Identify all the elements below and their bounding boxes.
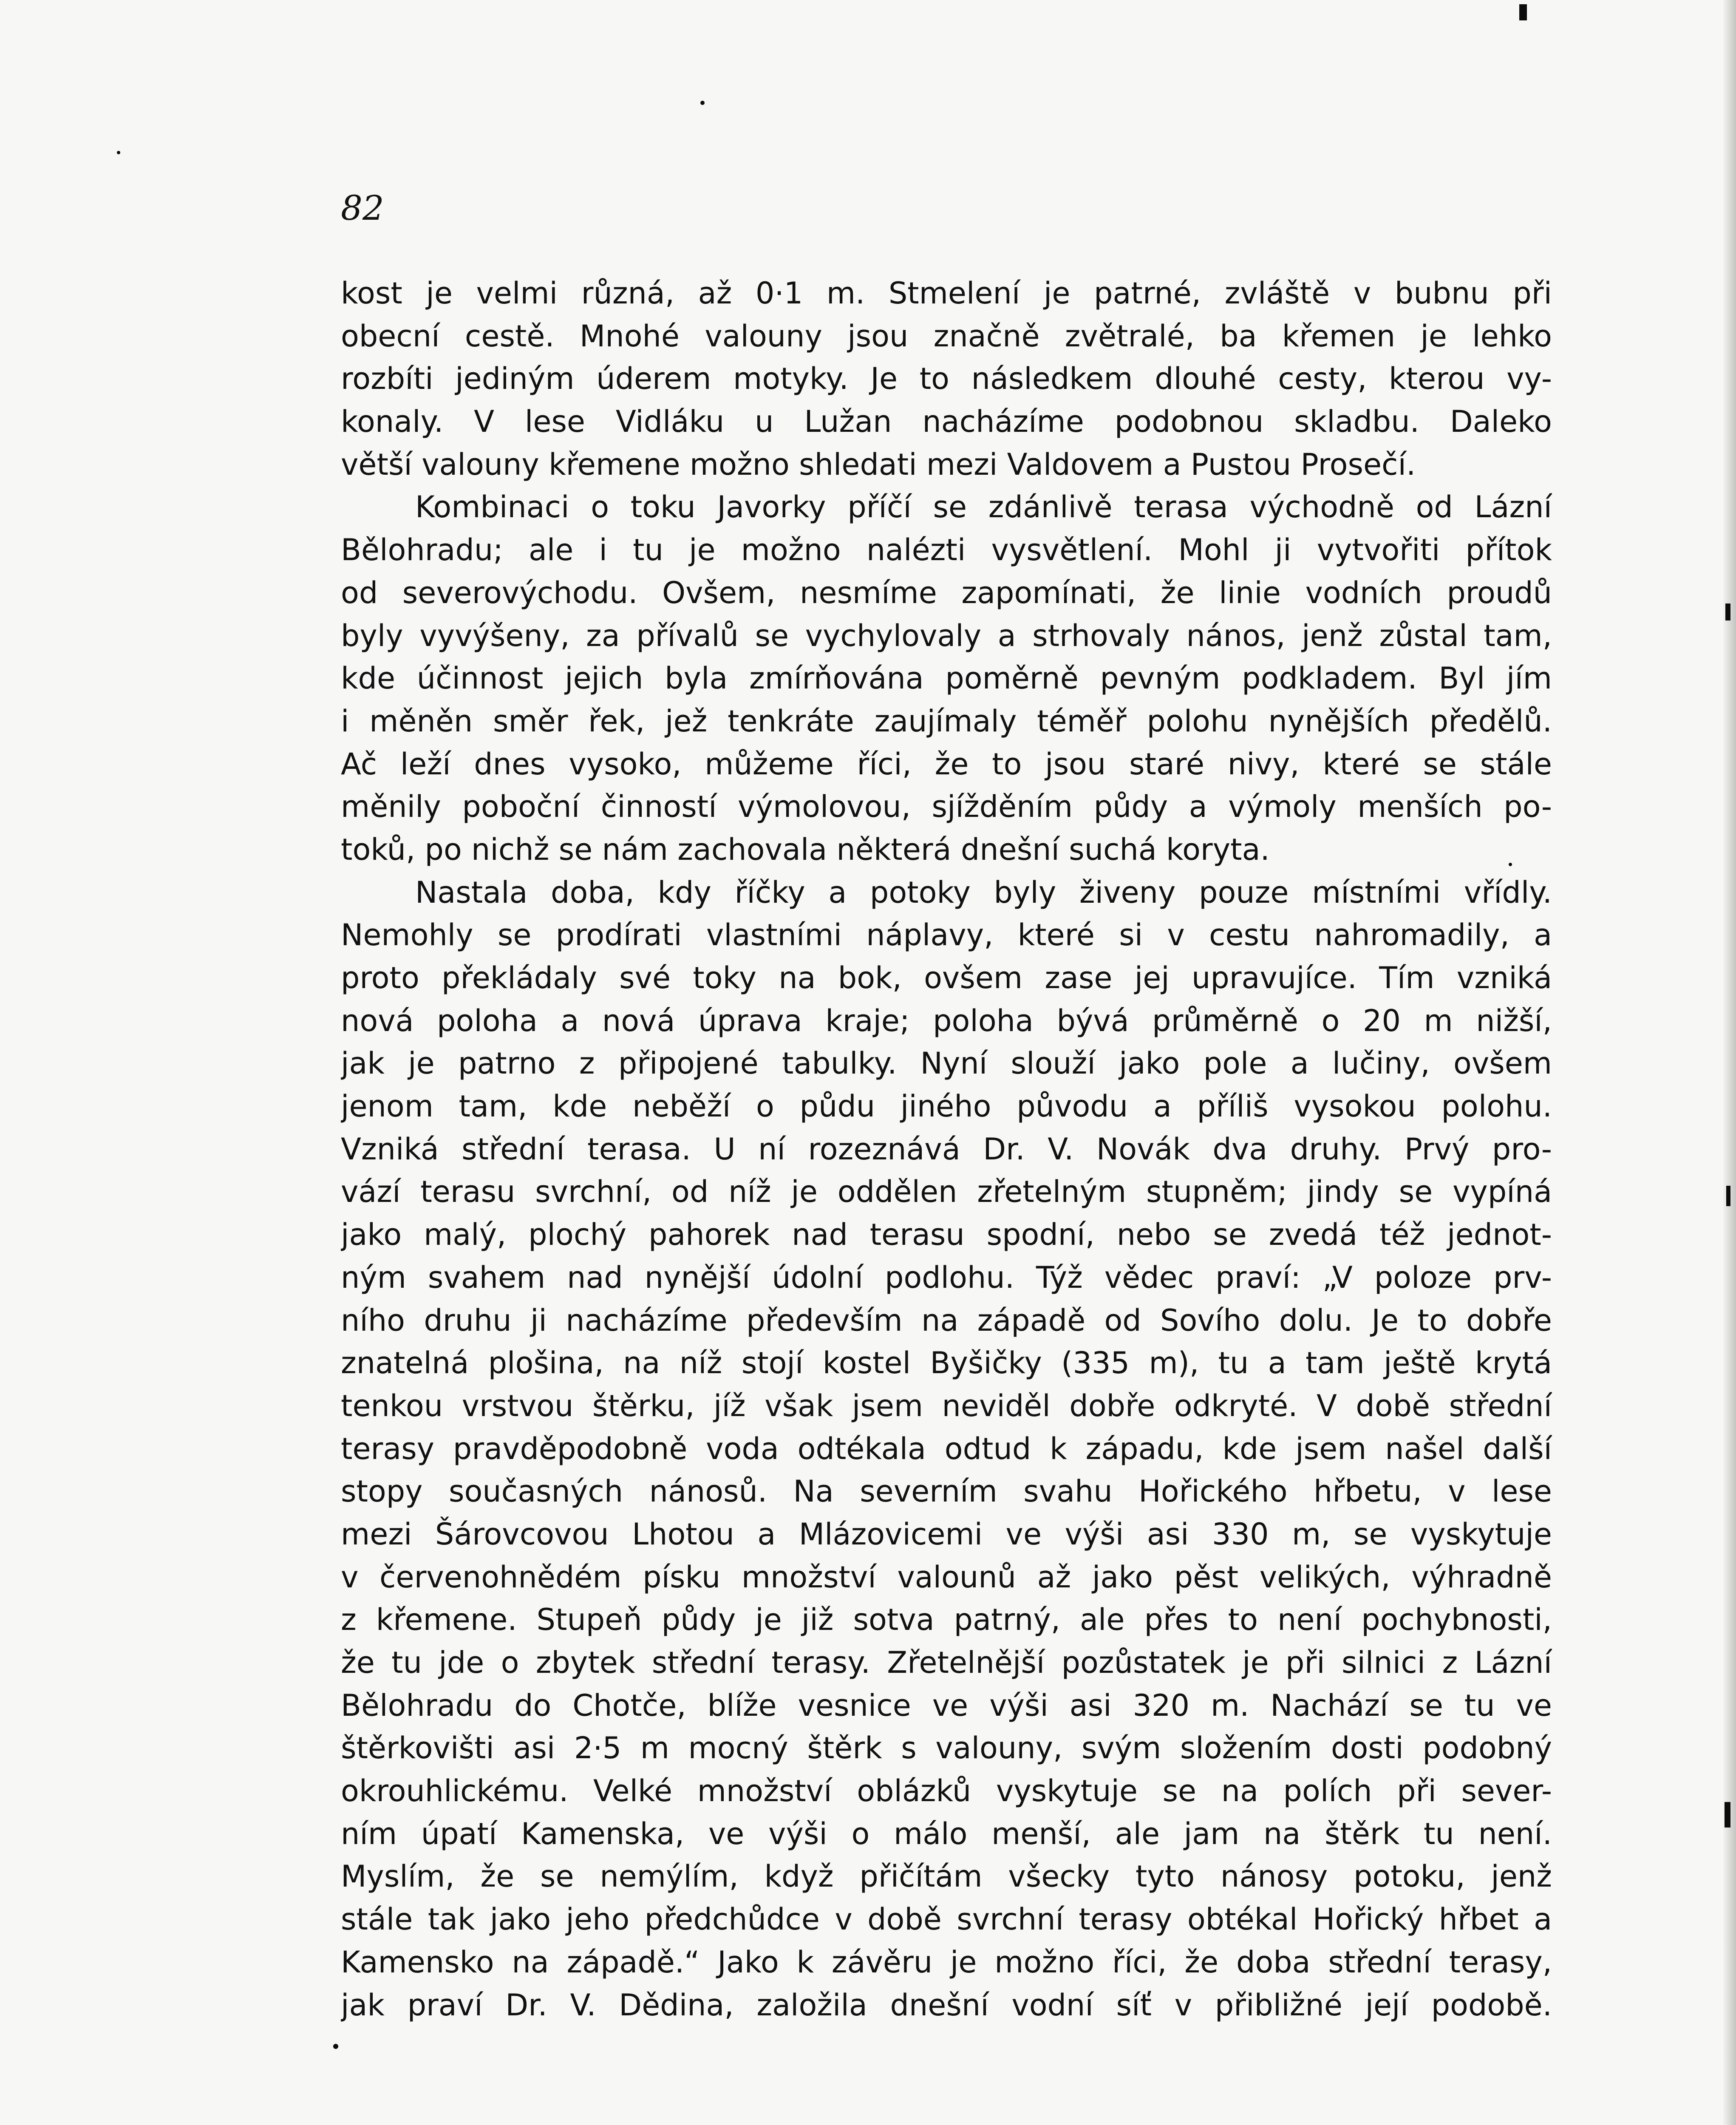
text-line: že tu jde o zbytek střední terasy. Zřetelnější pozůstatek je při silnici z Lázní: [341, 1645, 1552, 1680]
text-line: jako malý, plochý pahorek nad terasu spodní, nebo se zvedá též jednot-: [341, 1217, 1552, 1252]
text-line: Kombinaci o toku Javorky příčí se zdánlivě terasa východně od Lázní: [415, 490, 1552, 525]
text-line: od severovýchodu. Ovšem, nesmíme zapomínati, že linie vodních proudů: [341, 575, 1552, 610]
text-line: tenkou vrstvou štěrku, jíž však jsem neviděl dobře odkryté. V době střední: [341, 1388, 1552, 1423]
text-line: štěrkovišti asi 2·5 m mocný štěrk s valouny, svým složením dosti podobný: [341, 1731, 1552, 1766]
paragraph: [341, 272, 1552, 486]
text-line: stále tak jako jeho předchůdce v době svrchní terasy obtékal Hořický hřbet a: [341, 1902, 1552, 1937]
text-line: proto překládaly své toky na bok, ovšem zase jej upravujíce. Tím vzniká: [341, 960, 1552, 995]
text-line: byly vyvýšeny, za přívalů se vychylovaly a strhovaly nános, jenž zůstal tam,: [341, 618, 1552, 653]
text-line: toků, po nichž se nám zachovala některá dnešní suchá koryta.: [341, 832, 1270, 867]
scan-speck: [333, 2044, 338, 2049]
text-line: obecní cestě. Mnohé valouny jsou značně zvětralé, ba křemen je lehko: [341, 318, 1552, 354]
scan-speck: [1726, 1186, 1730, 1206]
scan-speck: [1725, 1802, 1730, 1828]
text-line: stopy současných nánosů. Na severním svahu Hořického hřbetu, v lese: [341, 1474, 1552, 1509]
text-line: Ač leží dnes vysoko, můžeme říci, že to jsou staré nivy, které se stále: [341, 746, 1552, 782]
text-line: ným svahem nad nynější údolní podlohu. Týž vědec praví: „V poloze prv-: [341, 1260, 1552, 1295]
scan-speck: [700, 101, 705, 105]
text-line: jak je patrno z připojené tabulky. Nyní slouží jako pole a lučiny, ovšem: [341, 1046, 1552, 1081]
text-line: rozbíti jediným úderem motyky. Je to následkem dlouhé cesty, kterou vy-: [341, 361, 1552, 397]
body-text: [341, 272, 1552, 2026]
page-number: 82: [341, 188, 384, 228]
paragraph: [341, 871, 1552, 2027]
text-line: z křemene. Stupeň půdy je již sotva patrný, ale přes to není pochybnosti,: [341, 1602, 1552, 1638]
text-line: ního druhu ji nacházíme především na západě od Sovího dolu. Je to dobře: [341, 1303, 1552, 1338]
text-line: ním úpatí Kamenska, ve výši o málo menší, ale jam na štěrk tu není.: [341, 1816, 1552, 1851]
text-line: jak praví Dr. V. Dědina, založila dnešní vodní síť v přibližné její podobě.: [341, 1987, 1552, 2023]
text-line: mezi Šárovcovou Lhotou a Mlázovicemi ve výši asi 330 m, se vyskytuje: [341, 1516, 1552, 1552]
text-line: měnily poboční činností výmolovou, sjížděním půdy a výmoly menších po-: [341, 789, 1552, 824]
scan-speck: [1725, 604, 1730, 620]
text-line: Kamensko na západě.“ Jako k závěru je možno říci, že doba střední terasy,: [341, 1944, 1552, 1980]
text-line: jenom tam, kde neběží o půdu jiného původu a příliš vysokou polohu.: [341, 1089, 1552, 1124]
text-line: kost je velmi různá, až 0·1 m. Stmelení je patrné, zvláště v bubnu při: [341, 276, 1552, 311]
text-line: vází terasu svrchní, od níž je oddělen zřetelným stupněm; jindy se vypíná: [341, 1174, 1552, 1210]
text-line: Bělohradu do Chotče, blíže vesnice ve výši asi 320 m. Nachází se tu ve: [341, 1688, 1552, 1723]
text-line: kde účinnost jejich byla zmírňována poměrně pevným podkladem. Byl jím: [341, 661, 1552, 696]
scan-speck: [1519, 4, 1527, 20]
paragraph: [341, 486, 1552, 871]
scan-speck: [117, 151, 120, 154]
text-line: v červenohnědém písku množství valounů až jako pěst velikých, výhradně: [341, 1559, 1552, 1595]
text-line: Nastala doba, kdy říčky a potoky byly živeny pouze místními vřídly.: [415, 875, 1552, 910]
text-line: nová poloha a nová úprava kraje; poloha bývá průměrně o 20 m nižší,: [341, 1003, 1552, 1038]
text-line: Nemohly se prodírati vlastními náplavy, které si v cestu nahromadily, a: [341, 918, 1552, 953]
text-line: Myslím, že se nemýlím, když přičítám všecky tyto nánosy potoku, jenž: [341, 1859, 1552, 1894]
text-line: Bělohradu; ale i tu je možno nalézti vysvětlení. Mohl ji vytvořiti přítok: [341, 533, 1552, 568]
text-line: terasy pravděpodobně voda odtékala odtud k západu, kde jsem našel další: [341, 1431, 1552, 1466]
text-line: i měněn směr řek, jež tenkráte zaujímaly téměř polohu nynějších předělů.: [341, 703, 1552, 739]
text-line: znatelná plošina, na níž stojí kostel Byšičky (335 m), tu a tam ještě krytá: [341, 1346, 1552, 1381]
text-line: okrouhlickému. Velké množství oblázků vyskytuje se na polích při sever-: [341, 1774, 1552, 1809]
text-line: větší valouny křemene možno shledati mezi Valdovem a Pustou Prosečí.: [341, 447, 1416, 482]
text-line: Vzniká střední terasa. U ní rozeznává Dr. V. Novák dva druhy. Prvý pro-: [341, 1131, 1552, 1167]
text-line: konaly. V lese Vidláku u Lužan nacházíme podobnou skladbu. Daleko: [341, 404, 1552, 439]
